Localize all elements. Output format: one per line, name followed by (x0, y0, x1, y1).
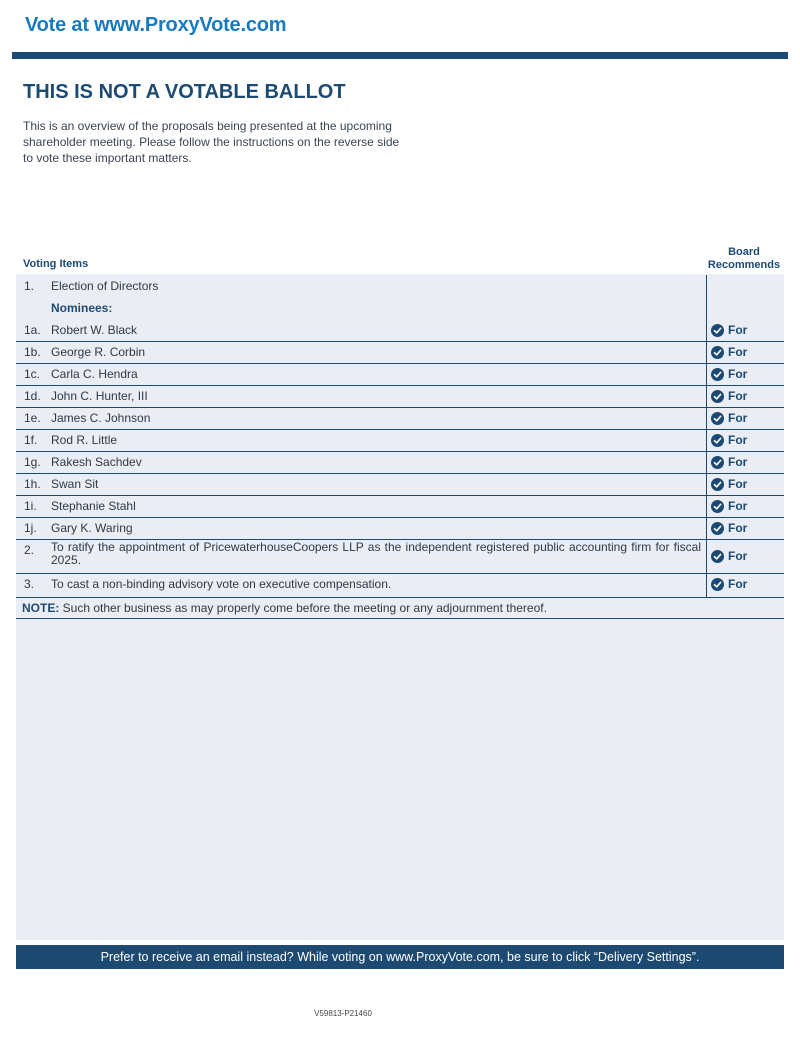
board-recommends-line2: Recommends (707, 259, 781, 271)
recommendation (711, 521, 747, 535)
item-number: 1e. (24, 411, 41, 425)
table-row (16, 573, 784, 598)
check-circle-icon (711, 500, 724, 513)
table-row (16, 363, 784, 386)
table-row (16, 429, 784, 452)
recommendation-label: For (728, 323, 748, 337)
item-text: Robert W. Black (51, 323, 138, 337)
check-circle-icon (711, 522, 724, 535)
recommendation-label: For (728, 455, 748, 469)
recommendation (711, 323, 747, 337)
table-row (16, 275, 784, 297)
board-recommends-line1: Board (728, 246, 760, 258)
recommendation (711, 499, 747, 513)
recommendation (711, 577, 747, 591)
item-text: To cast a non-binding advisory vote on executive compensation. (51, 577, 392, 591)
check-circle-icon (711, 456, 724, 469)
recommendation-label: For (728, 577, 748, 591)
item-text: Rakesh Sachdev (51, 455, 142, 469)
recommendation-cell (706, 297, 785, 319)
item-number: 1i. (24, 499, 37, 513)
item-text: Carla C. Hendra (51, 367, 138, 381)
recommendation-cell (706, 341, 785, 363)
table-row (16, 341, 784, 364)
recommendation-label: For (728, 521, 748, 535)
proxyvote-link[interactable]: Vote at www.ProxyVote.com (25, 14, 287, 36)
recommendation-cell (706, 495, 785, 517)
table-row (16, 539, 784, 574)
recommendation (711, 549, 747, 563)
note-body: Such other business as may properly come before the meeting or any adjournment thereof. (59, 601, 547, 615)
recommendation (711, 477, 747, 491)
note-label: NOTE: (22, 601, 60, 615)
check-circle-icon (711, 346, 724, 359)
item-number: 1a. (24, 323, 41, 337)
recommendation-cell (706, 473, 785, 495)
document-code: V59813-P21460 (314, 1009, 372, 1018)
page-title: THIS IS NOT A VOTABLE BALLOT (23, 81, 346, 103)
recommendation-cell (706, 429, 785, 451)
recommendation-label: For (728, 411, 748, 425)
recommendation (711, 389, 747, 403)
item-text: Stephanie Stahl (51, 499, 136, 513)
item-number: 1. (24, 279, 35, 293)
table-row (16, 385, 784, 408)
table-row (16, 495, 784, 518)
recommendation-label: For (728, 345, 748, 359)
item-text: To ratify the appointment of PricewaterhouseCoopers LLP as the independent registered public accounting firm for fiscal 2025. (51, 540, 701, 567)
recommendation-label: For (728, 549, 748, 563)
recommendation-cell (706, 573, 785, 597)
item-number: 1d. (24, 389, 41, 403)
check-circle-icon (711, 550, 724, 563)
item-number: 1g. (24, 455, 41, 469)
recommendation (711, 455, 747, 469)
table-row (16, 451, 784, 474)
intro-text: This is an overview of the proposals being presented at the upcoming shareholder meeting. Please follow the instructions on the reverse side to vote these important matters. (23, 119, 400, 165)
item-text: James C. Johnson (51, 411, 151, 425)
check-circle-icon (711, 478, 724, 491)
item-text: George R. Corbin (51, 345, 146, 359)
recommendation-label: For (728, 433, 748, 447)
recommendation-cell (706, 451, 785, 473)
check-circle-icon (711, 324, 724, 337)
table-row (16, 473, 784, 496)
item-text: Gary K. Waring (51, 521, 133, 535)
check-circle-icon (711, 578, 724, 591)
recommendation-label: For (728, 499, 748, 513)
recommendation-cell (706, 385, 785, 407)
recommendation (711, 367, 747, 381)
item-text: Election of Directors (51, 279, 159, 293)
item-text: John C. Hunter, III (51, 389, 148, 403)
board-recommends-header (700, 246, 788, 272)
table-row (16, 319, 784, 342)
table-row (16, 517, 784, 540)
recommendation-label: For (728, 367, 748, 381)
item-number: 1f. (24, 433, 38, 447)
item-text: Nominees: (51, 301, 113, 315)
recommendation-cell (706, 407, 785, 429)
recommendation-label: For (728, 477, 748, 491)
delivery-settings-banner: Prefer to receive an email instead? While voting on www.ProxyVote.com, be sure to click “Delivery Settings”. (16, 945, 784, 969)
recommendation-cell (706, 363, 785, 385)
item-number: 1h. (24, 477, 41, 491)
voting-items-header: Voting Items (23, 258, 89, 270)
note-row (16, 598, 784, 619)
item-number: 1c. (24, 367, 41, 381)
check-circle-icon (711, 412, 724, 425)
item-text: Swan Sit (51, 477, 99, 491)
note-text (22, 601, 762, 615)
check-circle-icon (711, 368, 724, 381)
check-circle-icon (711, 390, 724, 403)
check-circle-icon (711, 434, 724, 447)
recommendation (711, 345, 747, 359)
recommendation-cell (706, 539, 785, 573)
item-number: 1j. (24, 521, 37, 535)
table-row (16, 407, 784, 430)
recommendation (711, 411, 747, 425)
recommendation-cell (706, 275, 785, 297)
recommendation-cell (706, 319, 785, 341)
table-row (16, 297, 784, 319)
recommendation-label: For (728, 389, 748, 403)
header-divider (12, 52, 788, 59)
item-text: Rod R. Little (51, 433, 118, 447)
item-number: 2. (24, 543, 35, 557)
item-number: 1b. (24, 345, 41, 359)
recommendation-cell (706, 517, 785, 539)
recommendation (711, 433, 747, 447)
item-number: 3. (24, 577, 35, 591)
